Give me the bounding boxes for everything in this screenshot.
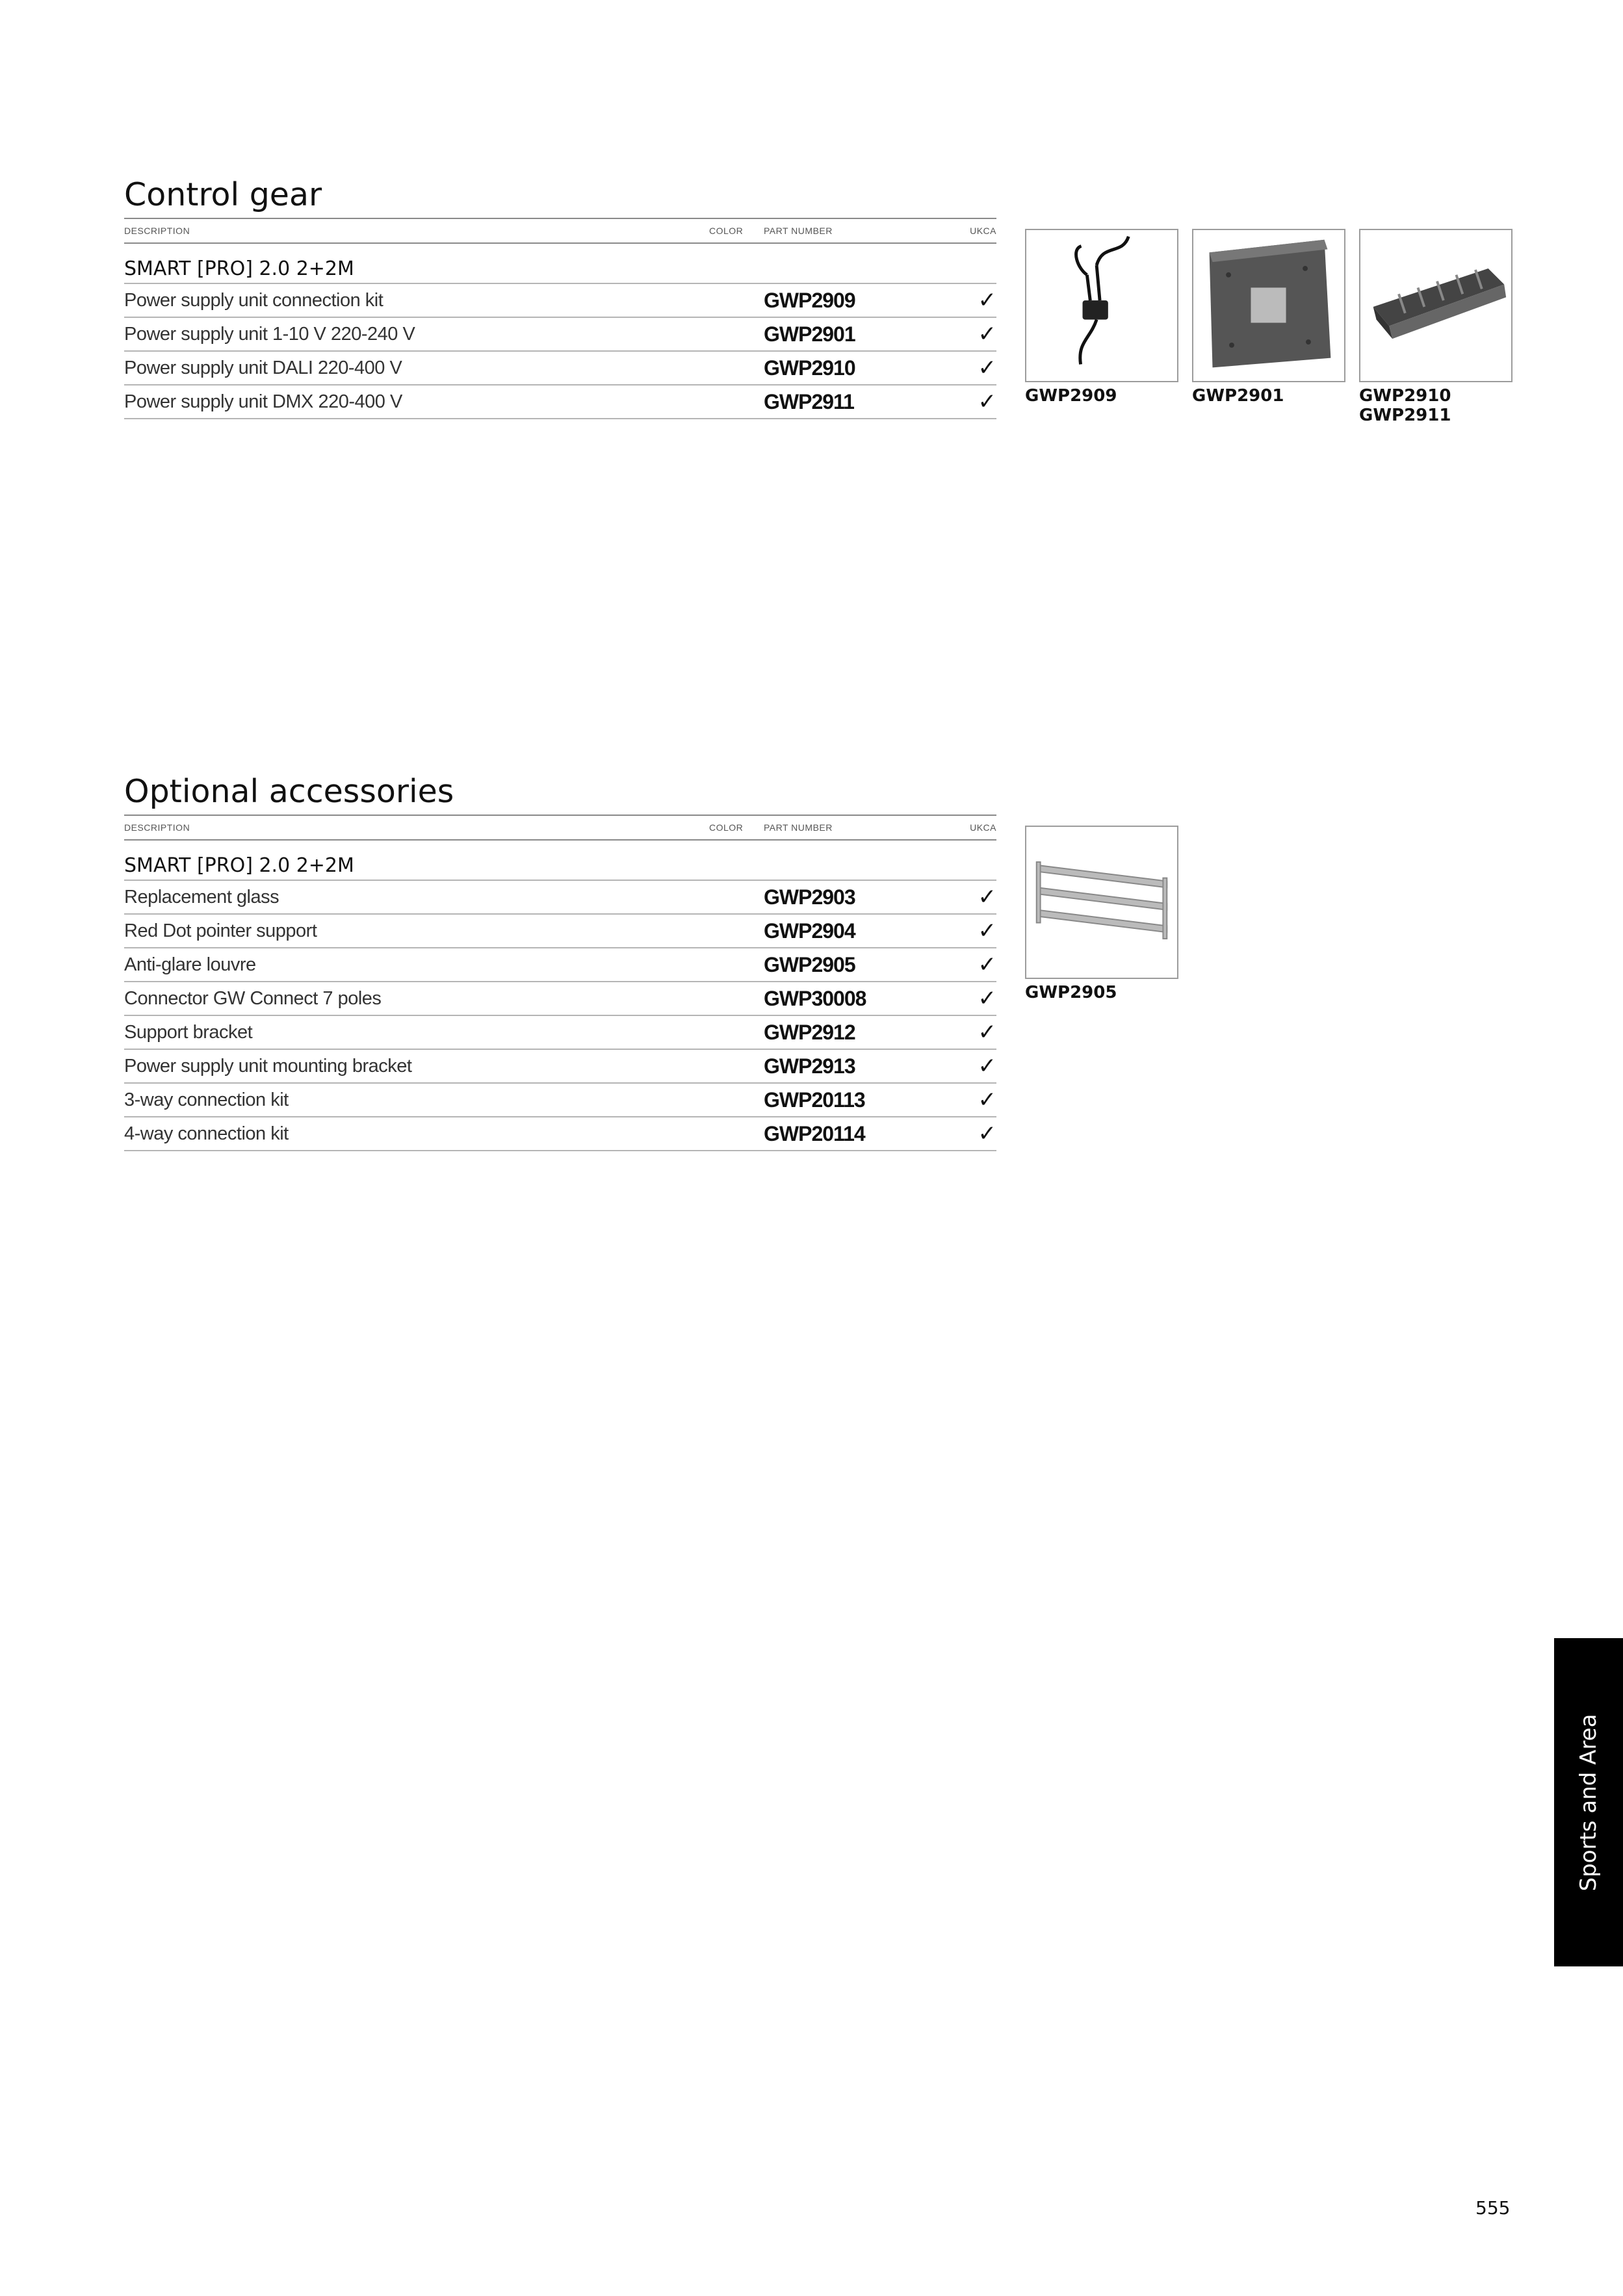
row-part-number: GWP20114 [764, 1117, 926, 1151]
table-row [124, 317, 996, 351]
table-row [124, 1015, 996, 1049]
image-label-line: GWP2911 [1359, 406, 1451, 425]
side-tab-label: Sports and Area [1576, 1714, 1602, 1891]
optional-accessories-section [124, 769, 996, 1151]
table-row [124, 1049, 996, 1083]
header-description: DESCRIPTION [124, 815, 709, 840]
image-label: GWP2905 [1025, 983, 1117, 1002]
row-description: Power supply unit DALI 220-400 V [124, 351, 709, 385]
ukca-check-icon: ✓ [926, 1083, 996, 1117]
table-row [124, 914, 996, 948]
header-part-number: PART NUMBER [764, 218, 926, 243]
row-part-number: GWP2913 [764, 1049, 926, 1083]
row-description: Power supply unit DMX 220-400 V [124, 385, 709, 419]
row-description: Connector GW Connect 7 poles [124, 982, 709, 1015]
table-row [124, 1117, 996, 1151]
power-supply-unit-image [1359, 229, 1513, 382]
row-description: Support bracket [124, 1015, 709, 1049]
row-description: Power supply unit 1-10 V 220-240 V [124, 317, 709, 351]
row-part-number: GWP2903 [764, 880, 926, 914]
row-description: 4-way connection kit [124, 1117, 709, 1151]
page-number: 555 [1475, 2197, 1511, 2219]
row-description: 3-way connection kit [124, 1083, 709, 1117]
ukca-check-icon: ✓ [926, 351, 996, 385]
section-title: Control gear [124, 176, 322, 213]
ukca-check-icon: ✓ [926, 317, 996, 351]
table-row [124, 1083, 996, 1117]
row-part-number: GWP2910 [764, 351, 926, 385]
image-label-line: GWP2910 [1359, 386, 1451, 406]
row-part-number: GWP2904 [764, 914, 926, 948]
row-description: Replacement glass [124, 880, 709, 914]
table-header-row [124, 815, 996, 840]
header-color: COLOR [709, 218, 764, 243]
row-description: Anti-glare louvre [124, 948, 709, 982]
power-supply-box-image [1192, 229, 1345, 382]
row-part-number: GWP2909 [764, 283, 926, 317]
image-label: GWP2901 [1192, 386, 1284, 406]
row-part-number: GWP2912 [764, 1015, 926, 1049]
ukca-check-icon: ✓ [926, 1015, 996, 1049]
group-row [124, 840, 996, 880]
anti-glare-louvre-image [1025, 826, 1178, 979]
ukca-check-icon: ✓ [926, 948, 996, 982]
row-part-number: GWP30008 [764, 982, 926, 1015]
row-description: Red Dot pointer support [124, 914, 709, 948]
group-title: SMART [PRO] 2.0 2+2M [124, 840, 996, 880]
ukca-check-icon: ✓ [926, 982, 996, 1015]
row-part-number: GWP2905 [764, 948, 926, 982]
control-gear-section [124, 172, 996, 419]
header-description: DESCRIPTION [124, 218, 709, 243]
ukca-check-icon: ✓ [926, 880, 996, 914]
header-ukca: UKCA [926, 815, 996, 840]
ukca-check-icon: ✓ [926, 914, 996, 948]
header-color: COLOR [709, 815, 764, 840]
ukca-check-icon: ✓ [926, 1049, 996, 1083]
row-description: Power supply unit mounting bracket [124, 1049, 709, 1083]
table-row [124, 351, 996, 385]
table-row [124, 982, 996, 1015]
table-header-row [124, 218, 996, 243]
table-row [124, 283, 996, 317]
row-part-number: GWP20113 [764, 1083, 926, 1117]
table-row [124, 880, 996, 914]
ukca-check-icon: ✓ [926, 283, 996, 317]
header-ukca: UKCA [926, 218, 996, 243]
table-row [124, 948, 996, 982]
row-part-number: GWP2901 [764, 317, 926, 351]
ukca-check-icon: ✓ [926, 385, 996, 419]
image-label: GWP2909 [1025, 386, 1117, 406]
table-row [124, 385, 996, 419]
group-row [124, 243, 996, 283]
row-part-number: GWP2911 [764, 385, 926, 419]
header-part-number: PART NUMBER [764, 815, 926, 840]
ukca-check-icon: ✓ [926, 1117, 996, 1151]
group-title: SMART [PRO] 2.0 2+2M [124, 243, 996, 283]
control-gear-table [124, 218, 996, 419]
section-side-tab [1554, 1638, 1623, 1966]
section-title: Optional accessories [124, 773, 454, 810]
image-label [1359, 386, 1451, 425]
optional-accessories-table [124, 815, 996, 1151]
row-description: Power supply unit connection kit [124, 283, 709, 317]
cable-connector-image [1025, 229, 1178, 382]
